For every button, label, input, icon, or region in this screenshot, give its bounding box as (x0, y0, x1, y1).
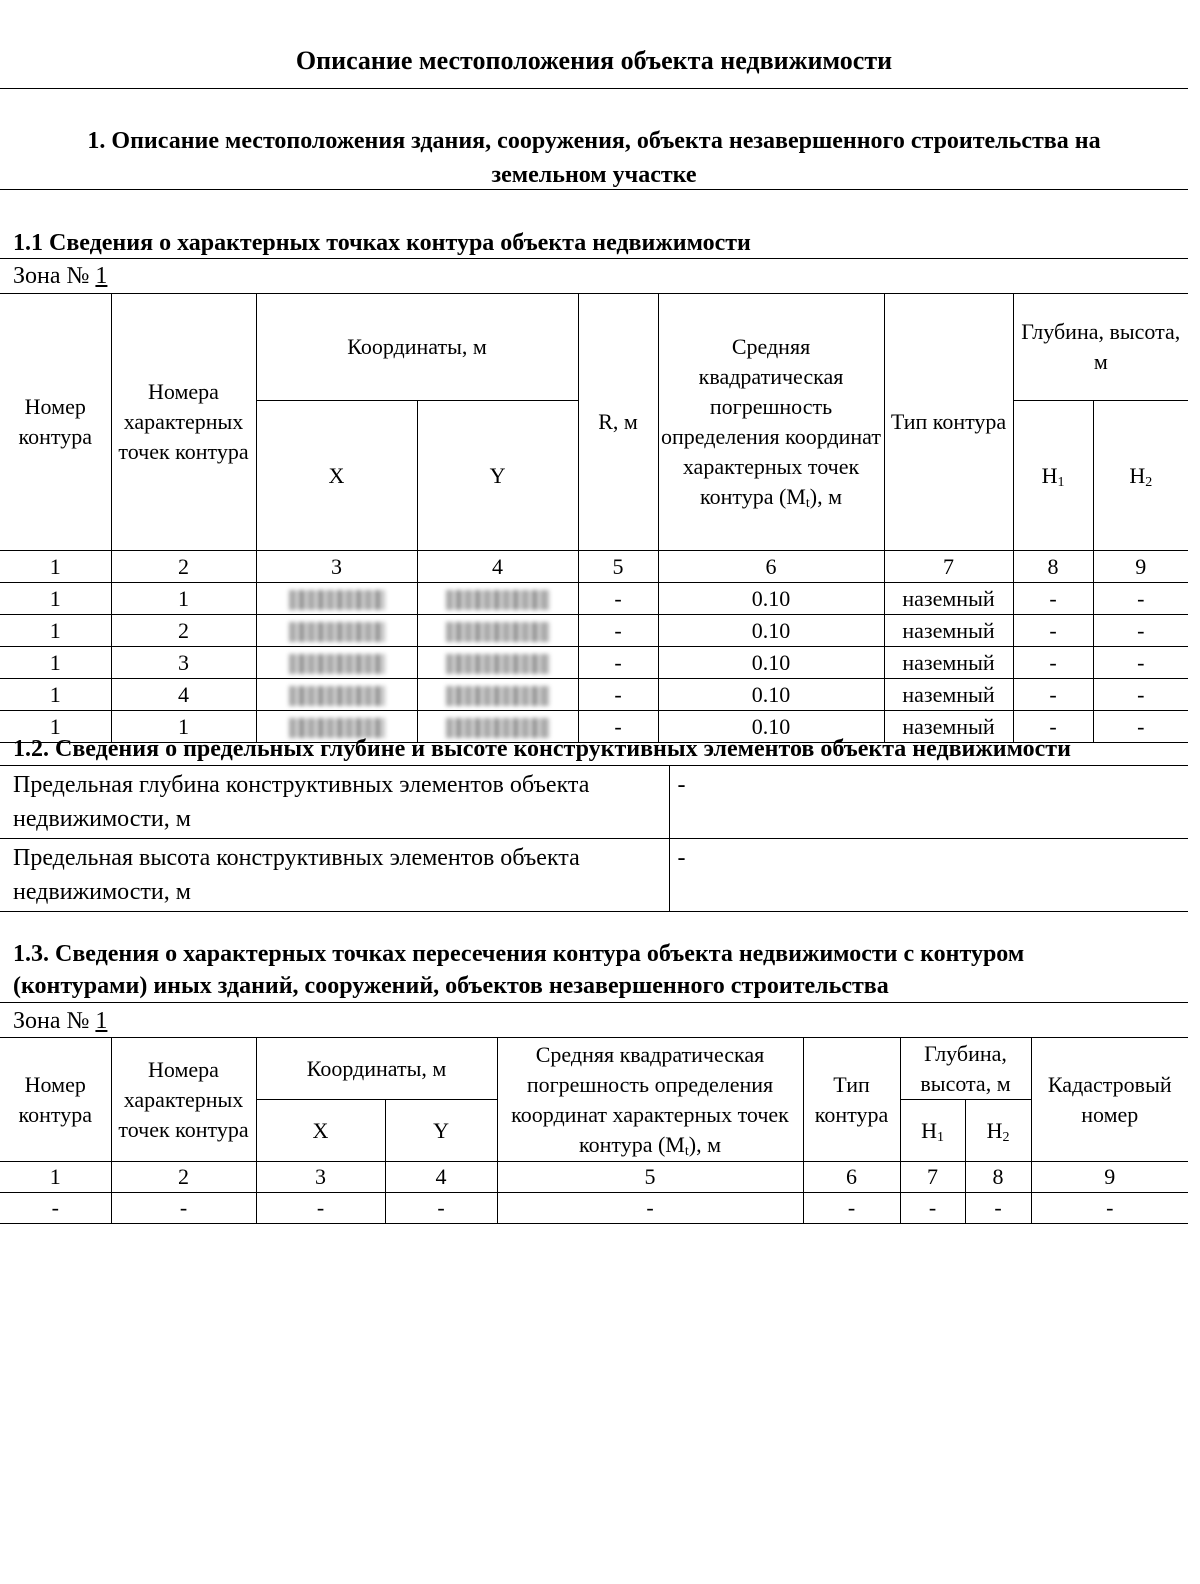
cell: - (111, 1193, 256, 1224)
header-y: Y (385, 1100, 497, 1162)
header-h1 (1013, 401, 1093, 551)
cell-h1: - (1013, 615, 1093, 647)
col-num: 1 (0, 551, 111, 583)
header-error-text: Средняя квадратическая погрешность определения координат характерных точек контура (M (661, 334, 881, 509)
zone-label-1-3 (13, 1006, 107, 1036)
cell-error: 0.10 (658, 615, 884, 647)
cell-x-redacted (256, 615, 417, 647)
cell-h2: - (1093, 647, 1188, 679)
cell-type: наземный (884, 647, 1013, 679)
col-num: 7 (884, 551, 1013, 583)
header-error-tail: ), м (688, 1131, 721, 1157)
cell-contour: 1 (0, 583, 111, 615)
header-h2 (1093, 401, 1188, 551)
header-point-no: Номера характерных точек контура (111, 294, 256, 551)
col-num: 6 (803, 1162, 900, 1193)
cell-y-redacted (417, 583, 578, 615)
zone-text: Зона № (13, 263, 90, 289)
header-cadastral: Кадастровый номер (1031, 1038, 1188, 1162)
col-num: 3 (256, 551, 417, 583)
cell-h2: - (1093, 679, 1188, 711)
zone-text: Зона № (13, 1008, 90, 1034)
limit-depth-value: - (669, 766, 1188, 839)
limits-table (0, 765, 1188, 912)
cell-r: - (578, 583, 658, 615)
header-error (497, 1038, 803, 1162)
cell-type: наземный (884, 615, 1013, 647)
col-num: 1 (0, 1162, 111, 1193)
header-h2 (965, 1100, 1031, 1162)
cell-error: 0.10 (658, 711, 884, 743)
cell-h2: - (1093, 711, 1188, 743)
col-num: 9 (1031, 1162, 1188, 1193)
zone-number: 1 (95, 263, 108, 289)
header-h2-sub: 2 (1145, 474, 1153, 490)
cell-contour: 1 (0, 615, 111, 647)
cell-type: наземный (884, 583, 1013, 615)
section-1-3-title-line1: 1.3. Сведения о характерных точках пересечения контура объекта недвижимости с контуром (13, 941, 1025, 967)
header-h1-sub: 1 (936, 1129, 944, 1145)
header-r: R, м (578, 294, 658, 551)
cell-y-redacted (417, 679, 578, 711)
cell-h2: - (1093, 615, 1188, 647)
cell-r: - (578, 615, 658, 647)
document-title: Описание местоположения объекта недвижимости (295, 46, 893, 75)
cell-error: 0.10 (658, 647, 884, 679)
col-num: 9 (1093, 551, 1188, 583)
header-type: Тип контура (884, 294, 1013, 551)
header-h1 (900, 1100, 965, 1162)
cell: - (1031, 1193, 1188, 1224)
col-num: 8 (1013, 551, 1093, 583)
table-row (0, 647, 1188, 679)
header-coords: Координаты, м (256, 1038, 497, 1100)
limit-height-value: - (669, 839, 1188, 912)
cell-point: 2 (111, 615, 256, 647)
header-h2-text: H (1129, 462, 1146, 488)
cell: - (385, 1193, 497, 1224)
limit-row-height (0, 839, 1188, 912)
col-num: 8 (965, 1162, 1031, 1193)
cell: - (497, 1193, 803, 1224)
header-error-tail: ), м (809, 484, 842, 509)
cell-contour: 1 (0, 647, 111, 679)
col-num: 6 (658, 551, 884, 583)
header-x: X (256, 401, 417, 551)
header-error-text: Средняя квадратическая погрешность определения координат характерных точек контура (M (511, 1041, 789, 1157)
cell-h1: - (1013, 679, 1093, 711)
cell-r: - (578, 711, 658, 743)
cell-h1: - (1013, 583, 1093, 615)
header-x: X (256, 1100, 385, 1162)
header-h1-sub: 1 (1057, 474, 1065, 490)
cell-r: - (578, 647, 658, 679)
header-h1-text: H (1041, 462, 1058, 488)
section1-title: 1. Описание местоположения здания, сооружения, объекта незавершенного строительства на земельном участке (87, 128, 1101, 188)
zone-label-1-1 (13, 261, 107, 291)
table-row (0, 615, 1188, 647)
contour-points-table (0, 293, 1188, 743)
cell-y-redacted (417, 647, 578, 679)
cell-type: наземный (884, 711, 1013, 743)
cell: - (256, 1193, 385, 1224)
table-row (0, 583, 1188, 615)
cell-contour: 1 (0, 679, 111, 711)
header-h2-sub: 2 (1002, 1129, 1010, 1145)
header-error-sub: t (805, 496, 810, 511)
col-num: 4 (385, 1162, 497, 1193)
cell-point: 1 (111, 583, 256, 615)
title-divider (0, 88, 1188, 89)
limit-row-depth (0, 766, 1188, 839)
cell-h1: - (1013, 711, 1093, 743)
header-coords: Координаты, м (256, 294, 578, 401)
col-num: 2 (111, 1162, 256, 1193)
header-depth: Глубина, высота, м (900, 1038, 1031, 1100)
cell-type: наземный (884, 679, 1013, 711)
header-depth: Глубина, высота, м (1013, 294, 1188, 401)
col-num: 5 (497, 1162, 803, 1193)
limit-height-label: Предельная высота конструктивных элементов объекта недвижимости, м (0, 839, 669, 912)
cell-error: 0.10 (658, 679, 884, 711)
cell-y-redacted (417, 615, 578, 647)
cell-point: 1 (111, 711, 256, 743)
limit-depth-label: Предельная глубина конструктивных элементов объекта недвижимости, м (0, 766, 669, 839)
header-error (658, 294, 884, 551)
table-row (0, 1193, 1188, 1224)
cell-h1: - (1013, 647, 1093, 679)
header-error-sub: t (684, 1143, 689, 1159)
intersection-points-table (0, 1037, 1188, 1224)
cell-h2: - (1093, 583, 1188, 615)
col-num: 7 (900, 1162, 965, 1193)
cell-point: 4 (111, 679, 256, 711)
section-1-2-title: 1.2. Сведения о предельных глубине и высоте конструктивных элементов объекта недвижимости (13, 736, 1071, 762)
cell: - (803, 1193, 900, 1224)
column-numbers-row (0, 1162, 1188, 1193)
header-contour-no: Номер контура (0, 294, 111, 551)
cell: - (965, 1193, 1031, 1224)
col-num: 4 (417, 551, 578, 583)
header-h1-text: H (921, 1117, 937, 1143)
header-contour-no: Номер контура (0, 1038, 111, 1162)
cell: - (0, 1193, 111, 1224)
col-num: 3 (256, 1162, 385, 1193)
cell-x-redacted (256, 647, 417, 679)
section-1-1-title: 1.1 Сведения о характерных точках контура объекта недвижимости (13, 230, 751, 256)
header-y: Y (417, 401, 578, 551)
section-1-3-title-line2: (контурами) иных зданий, сооружений, объектов незавершенного строительства (13, 973, 889, 999)
cell: - (900, 1193, 965, 1224)
section1-divider (0, 189, 1188, 190)
header-h2-text: H (986, 1117, 1003, 1143)
header-type: Тип контура (803, 1038, 900, 1162)
table-row (0, 679, 1188, 711)
col-num: 5 (578, 551, 658, 583)
zone-number: 1 (95, 1008, 108, 1034)
column-numbers-row (0, 551, 1188, 583)
cell-x-redacted (256, 583, 417, 615)
cell-r: - (578, 679, 658, 711)
cell-x-redacted (256, 679, 417, 711)
cell-contour: 1 (0, 711, 111, 743)
cell-error: 0.10 (658, 583, 884, 615)
cell-point: 3 (111, 647, 256, 679)
section-1-3-divider (0, 1002, 1188, 1003)
col-num: 2 (111, 551, 256, 583)
section-1-1-divider (0, 258, 1188, 259)
header-point-no: Номера характерных точек контура (111, 1038, 256, 1162)
